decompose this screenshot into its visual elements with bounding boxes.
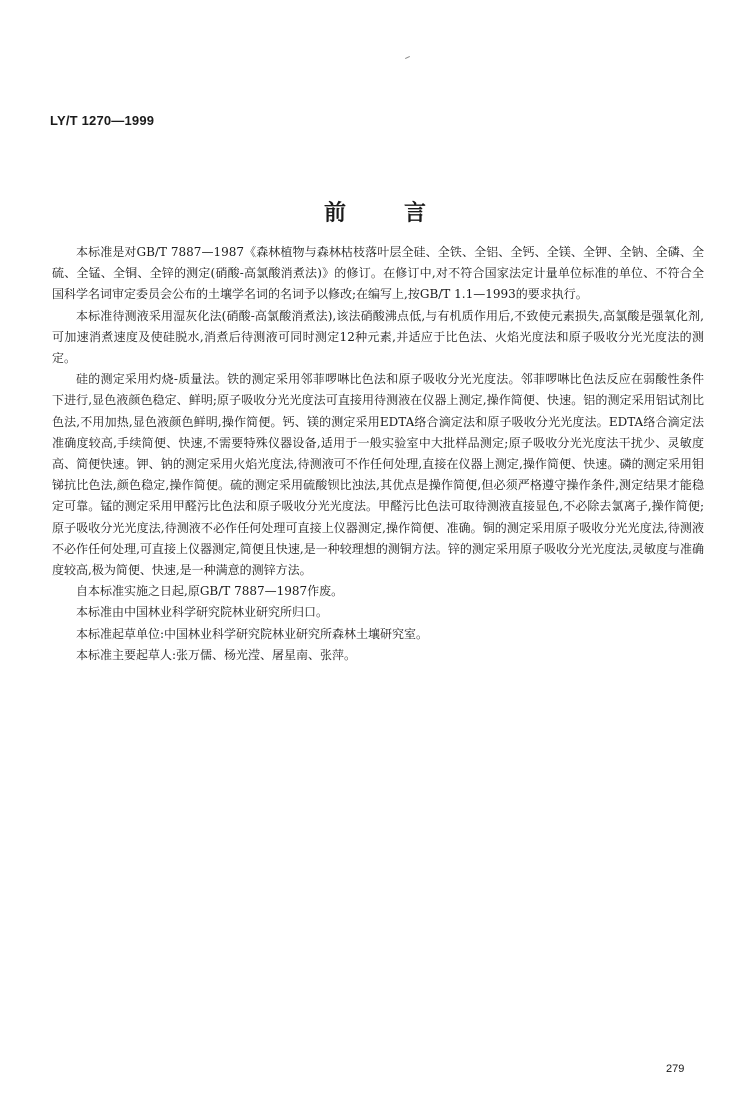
page-title-char-1: 前 xyxy=(323,200,346,226)
paragraph-revision: 本标准是对GB/T 7887—1987《森林植物与森林枯枝落叶层全硅、全铁、全铝、全钙、全镁、全钾、全钠、全磷、全硫、全锰、全铜、全锌的测定(硝酸-高氯酸消煮法)》的修订。在修订中,对不符合国家法定计量单位标准的单位、不符合全国科学名词审定委员会公布的土壤学名词的名词予以修改;在编写上,按GB/T 1.1—1993的要求执行。 xyxy=(52,245,704,302)
standard-code: LY/T 1270—1999 xyxy=(50,113,155,128)
foreword-body xyxy=(52,242,704,666)
scan-speck xyxy=(405,56,410,59)
page-number: 279 xyxy=(666,1063,685,1075)
paragraph-element-methods: 硅的测定采用灼烧-质量法。铁的测定采用邻菲啰啉比色法和原子吸收分光光度法。邻菲啰啉比色法反应在弱酸性条件下进行,显色液颜色稳定、鲜明;原子吸收分光光度法可直接用待测液在仪器上测定,操作简便、快速。铝的测定采用铝试剂比色法,不用加热,显色液颜色鲜明,操作简便。钙、镁的测定采用EDTA络合滴定法和原子吸收分光光度法。EDTA络合滴定法准确度较高,手续简便、快速,不需要特殊仪器设备,适用于一般实验室中大批样品测定;原子吸收分光光度法干扰少、灵敏度高、简便快速。钾、钠的测定采用火焰光度法,待测液可不作任何处理,直接在仪器上测定,操作简便、快速。磷的测定采用钼锑抗比色法,颜色稳定,操作简便。硫的测定采用硫酸钡比浊法,其优点是操作简便,但必须严格遵守操作条件,测定结果才能稳定可靠。锰的测定采用甲醛污比色法和原子吸收分光光度法。甲醛污比色法可取待测液直接显色,不必除去氯离子,操作简便;原子吸收分光光度法,待测液不必作任何处理可直接上仪器测定,操作简便、准确。铜的测定采用原子吸收分光光度法,待测液不必作任何处理,可直接上仪器测定,简便且快速,是一种较理想的测铜方法。锌的测定采用原子吸收分光光度法,灵敏度与准确度较高,极为简便、快速,是一种满意的测锌方法。 xyxy=(52,372,704,578)
paragraph-digestion-method: 本标准待测液采用湿灰化法(硝酸-高氯酸消煮法),该法硝酸沸点低,与有机质作用后,不致使元素损失,高氯酸是强氧化剂,可加速消煮速度及使硅脱水,消煮后待测液可同时测定12种元素,并适应于比色法、火焰光度法和原子吸收分光光度法的测定。 xyxy=(52,308,704,366)
page-title xyxy=(0,196,750,227)
paragraph-supersede: 自本标准实施之日起,原GB/T 7887—1987作废。 xyxy=(76,584,344,599)
page-title-char-2: 言 xyxy=(404,200,427,226)
paragraph-drafters: 本标准主要起草人:张万儒、杨光滢、屠星南、张萍。 xyxy=(76,647,357,662)
paragraph-responsible: 本标准由中国林业科学研究院林业研究所归口。 xyxy=(76,605,329,620)
paragraph-drafting-unit: 本标准起草单位:中国林业科学研究院林业研究所森林土壤研究室。 xyxy=(76,626,429,641)
